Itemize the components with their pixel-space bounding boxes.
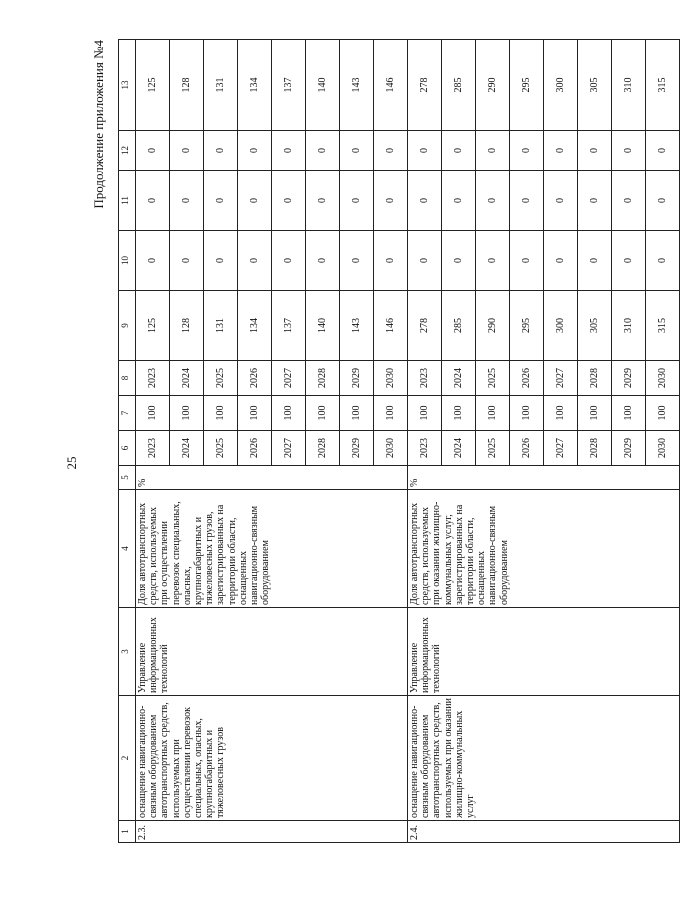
- value: 0: [272, 171, 306, 231]
- base-value: 295: [510, 291, 544, 361]
- value: 0: [544, 131, 578, 171]
- indicators-table: [118, 39, 680, 843]
- total-value: 131: [204, 40, 238, 131]
- target-value: 100: [476, 396, 510, 431]
- target-value: 100: [238, 396, 272, 431]
- total-value: 134: [238, 40, 272, 131]
- col-header: 2: [119, 696, 136, 821]
- year: 2027: [272, 361, 306, 396]
- value: 0: [204, 131, 238, 171]
- target-value: 100: [646, 396, 680, 431]
- table-row: [408, 40, 442, 843]
- value: 0: [646, 131, 680, 171]
- value: 0: [612, 131, 646, 171]
- value: 0: [408, 131, 442, 171]
- year: 2027: [544, 431, 578, 466]
- year: 2028: [306, 431, 340, 466]
- col-header: 7: [119, 396, 136, 431]
- event-name: оснащение навигационно-связным оборудованием автотранспортных средств, используемых при осуществлении перевозок специальных, опасных, крупногабаритных и тяжеловесных грузов: [136, 696, 408, 821]
- year: 2030: [374, 361, 408, 396]
- value: 0: [272, 131, 306, 171]
- year: 2026: [510, 431, 544, 466]
- total-value: 285: [442, 40, 476, 131]
- base-value: 285: [442, 291, 476, 361]
- value: 0: [306, 231, 340, 291]
- base-value: 146: [374, 291, 408, 361]
- year: 2029: [612, 361, 646, 396]
- value: 0: [408, 171, 442, 231]
- value: 0: [578, 171, 612, 231]
- table-row: [136, 40, 170, 843]
- year: 2029: [612, 431, 646, 466]
- year: 2024: [170, 361, 204, 396]
- value: 0: [340, 171, 374, 231]
- value: 0: [646, 171, 680, 231]
- total-value: 315: [646, 40, 680, 131]
- target-value: 100: [374, 396, 408, 431]
- year: 2024: [170, 431, 204, 466]
- year: 2025: [204, 431, 238, 466]
- target-value: 100: [136, 396, 170, 431]
- header-row: [119, 40, 136, 843]
- table-body: [136, 40, 680, 843]
- target-value: 100: [612, 396, 646, 431]
- value: 0: [340, 131, 374, 171]
- year: 2028: [306, 361, 340, 396]
- base-value: 278: [408, 291, 442, 361]
- value: 0: [578, 231, 612, 291]
- year: 2028: [578, 361, 612, 396]
- col-header: 9: [119, 291, 136, 361]
- value: 0: [238, 171, 272, 231]
- value: 0: [170, 131, 204, 171]
- year: 2024: [442, 361, 476, 396]
- target-value: 100: [170, 396, 204, 431]
- value: 0: [612, 231, 646, 291]
- total-value: 278: [408, 40, 442, 131]
- total-value: 290: [476, 40, 510, 131]
- year: 2027: [544, 361, 578, 396]
- value: 0: [544, 231, 578, 291]
- page-number: 25: [64, 456, 79, 470]
- col-header: 13: [119, 40, 136, 131]
- year: 2026: [510, 361, 544, 396]
- total-value: 140: [306, 40, 340, 131]
- unit: %: [136, 466, 408, 490]
- value: 0: [476, 171, 510, 231]
- target-value: 100: [204, 396, 238, 431]
- value: 0: [306, 131, 340, 171]
- value: 0: [136, 131, 170, 171]
- section-number: 2.4.: [408, 821, 680, 843]
- total-value: 125: [136, 40, 170, 131]
- total-value: 295: [510, 40, 544, 131]
- base-value: 315: [646, 291, 680, 361]
- year: 2029: [340, 431, 374, 466]
- total-value: 128: [170, 40, 204, 131]
- year: 2025: [476, 361, 510, 396]
- year: 2023: [408, 361, 442, 396]
- indicator-name: Доля автотранспортных средств, используемых при оказании жилищно-коммунальных услуг, зарегистрированных на территории области, оснащенных навигационно-связным оборудованием: [408, 490, 680, 608]
- value: 0: [374, 171, 408, 231]
- target-value: 100: [510, 396, 544, 431]
- value: 0: [510, 131, 544, 171]
- base-value: 125: [136, 291, 170, 361]
- col-header: 12: [119, 131, 136, 171]
- target-value: 100: [442, 396, 476, 431]
- total-value: 300: [544, 40, 578, 131]
- value: 0: [442, 131, 476, 171]
- value: 0: [578, 131, 612, 171]
- value: 0: [238, 231, 272, 291]
- base-value: 300: [544, 291, 578, 361]
- target-value: 100: [340, 396, 374, 431]
- col-header: 1: [119, 821, 136, 843]
- base-value: 131: [204, 291, 238, 361]
- base-value: 310: [612, 291, 646, 361]
- value: 0: [272, 231, 306, 291]
- value: 0: [646, 231, 680, 291]
- base-value: 305: [578, 291, 612, 361]
- year: 2027: [272, 431, 306, 466]
- value: 0: [238, 131, 272, 171]
- section-number: 2.3.: [136, 821, 408, 843]
- value: 0: [544, 171, 578, 231]
- value: 0: [374, 131, 408, 171]
- base-value: 128: [170, 291, 204, 361]
- year: 2030: [374, 431, 408, 466]
- year: 2025: [476, 431, 510, 466]
- year: 2023: [136, 361, 170, 396]
- responsible-unit: Управление информационных технологий: [136, 608, 408, 696]
- col-header: 10: [119, 231, 136, 291]
- base-value: 134: [238, 291, 272, 361]
- value: 0: [136, 231, 170, 291]
- year: 2029: [340, 361, 374, 396]
- col-header: 5: [119, 466, 136, 490]
- col-header: 3: [119, 608, 136, 696]
- year: 2026: [238, 431, 272, 466]
- base-value: 290: [476, 291, 510, 361]
- year: 2030: [646, 431, 680, 466]
- base-value: 137: [272, 291, 306, 361]
- value: 0: [510, 171, 544, 231]
- year: 2026: [238, 361, 272, 396]
- target-value: 100: [272, 396, 306, 431]
- value: 0: [510, 231, 544, 291]
- value: 0: [612, 171, 646, 231]
- target-value: 100: [578, 396, 612, 431]
- total-value: 137: [272, 40, 306, 131]
- unit: %: [408, 466, 680, 490]
- landscape-content: [91, 40, 668, 843]
- total-value: 310: [612, 40, 646, 131]
- value: 0: [204, 231, 238, 291]
- continuation-label: Продолжение приложения №4: [91, 40, 106, 209]
- year: 2023: [408, 431, 442, 466]
- value: 0: [306, 171, 340, 231]
- target-value: 100: [544, 396, 578, 431]
- col-header: 11: [119, 171, 136, 231]
- value: 0: [408, 231, 442, 291]
- col-header: 8: [119, 361, 136, 396]
- value: 0: [204, 171, 238, 231]
- year: 2023: [136, 431, 170, 466]
- year: 2024: [442, 431, 476, 466]
- value: 0: [170, 171, 204, 231]
- total-value: 143: [340, 40, 374, 131]
- value: 0: [170, 231, 204, 291]
- year: 2025: [204, 361, 238, 396]
- value: 0: [442, 171, 476, 231]
- target-value: 100: [408, 396, 442, 431]
- year: 2030: [646, 361, 680, 396]
- col-header: 6: [119, 431, 136, 466]
- col-header: 4: [119, 490, 136, 608]
- base-value: 143: [340, 291, 374, 361]
- value: 0: [340, 231, 374, 291]
- indicator-name: Доля автотранспортных средств, используемых при осуществлении перевозок специальных, опасных, крупногабаритных и тяжеловесных грузов, зарегистрированных на территории области, оснащенных навигационно-связным оборудованием: [136, 490, 408, 608]
- base-value: 140: [306, 291, 340, 361]
- total-value: 146: [374, 40, 408, 131]
- value: 0: [374, 231, 408, 291]
- value: 0: [476, 131, 510, 171]
- value: 0: [442, 231, 476, 291]
- responsible-unit: Управление информационных технологий: [408, 608, 680, 696]
- event-name: оснащение навигационно-связным оборудованием автотранспортных средств, используемых при оказании жилищно-коммунальных услуг: [408, 696, 680, 821]
- value: 0: [136, 171, 170, 231]
- total-value: 305: [578, 40, 612, 131]
- value: 0: [476, 231, 510, 291]
- year: 2028: [578, 431, 612, 466]
- target-value: 100: [306, 396, 340, 431]
